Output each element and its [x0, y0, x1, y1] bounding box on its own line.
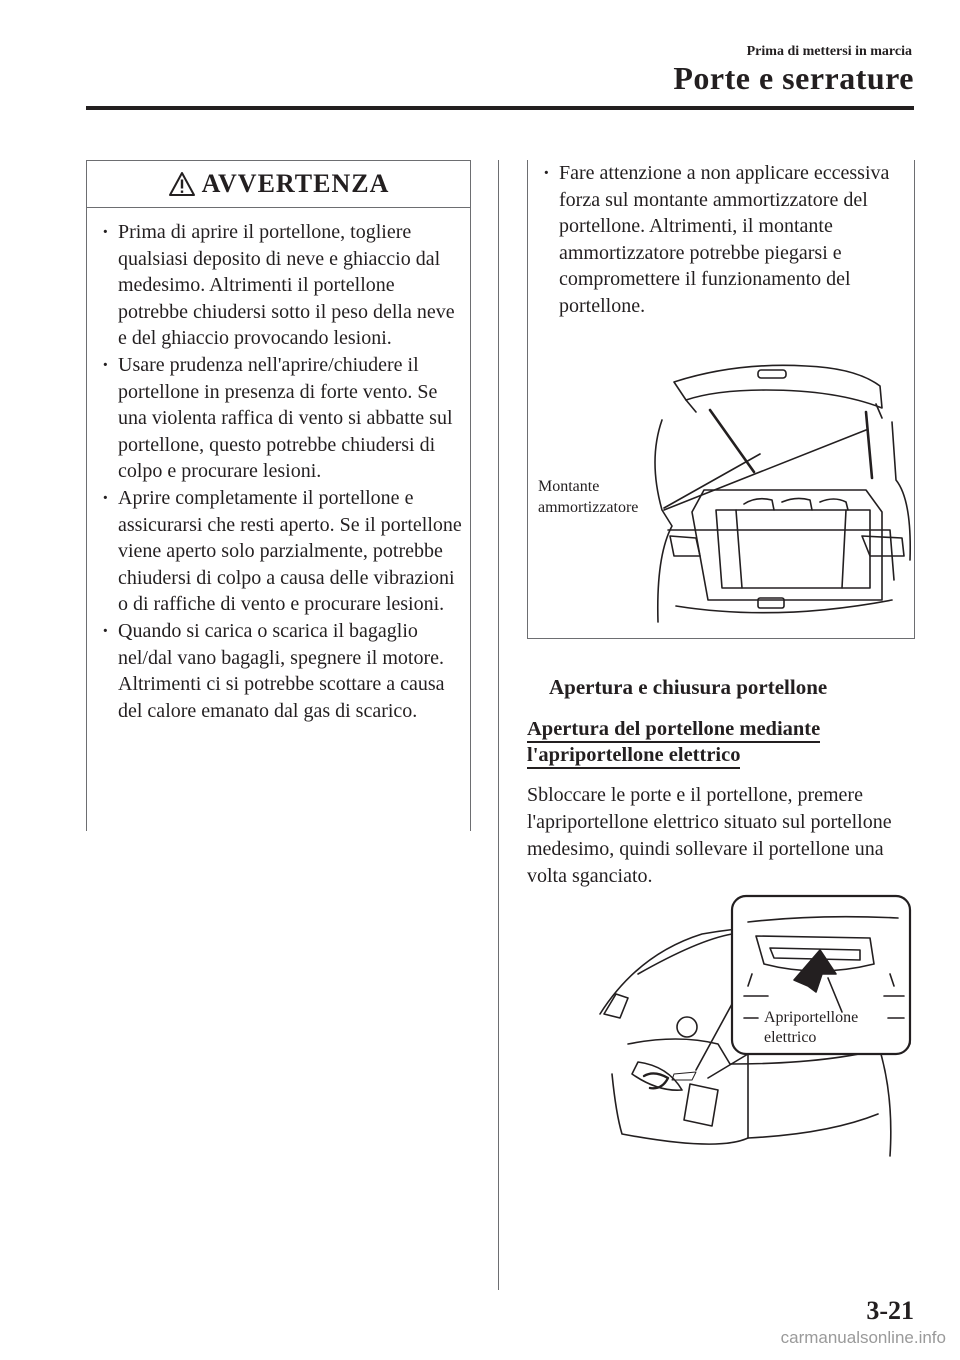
section-marker [527, 684, 549, 694]
header-rule [86, 106, 914, 110]
warning-item: · Fare attenzione a non applicare eccessiva forza sul montante ammortizzatore del portellone. Altrimenti, il montante ammortizzatore potrebbe piegarsi e compromettere il funzionamento del portellone. [528, 160, 903, 320]
warning-triangle-icon [168, 171, 196, 197]
warning-item: · Prima di aprire il portellone, togliere qualsiasi deposito di neve e ghiaccio dal medesimo. Altrimenti il portellone potrebbe chiudersi sotto il peso della neve e del ghiaccio provocando lesioni. [87, 219, 462, 352]
section-heading: Apertura e chiusura portellone [527, 675, 827, 700]
warning-box-continued [527, 160, 915, 639]
warning-item: · Usare prudenza nell'aprire/chiudere il portellone in presenza di forte vento. Se una violenta raffica di vento si abbatte sul portellone, questo potrebbe chiudersi di colpo e procurare lesioni. [87, 352, 462, 485]
liftgate-opener-illustration [598, 894, 914, 1176]
warning-item: · Aprire completamente il portellone e assicurarsi che resti aperto. Se il portellone viene aperto solo parzialmente, potrebbe chiudersi di colpo a causa delle vibrazioni o di raffiche di vento e procurare lesioni. [87, 485, 462, 618]
warning-item: · Quando si carica o scarica il bagaglio nel/dal vano bagagli, spegnere il motore. Altrimenti ci si potrebbe scottare a causa del calore emanato dal gas di scarico. [87, 618, 462, 724]
warning-box [86, 160, 471, 831]
column-divider [498, 160, 499, 1290]
page-title: Porte e serrature [673, 60, 914, 96]
warning-list-continued [528, 160, 903, 320]
instruction-paragraph: Sbloccare le porte e il portellone, premere l'apriportellone elettrico situato sul portellone medesimo, quindi sollevare il portellone una volta sganciato. [527, 784, 892, 887]
running-header-section: Prima di mettersi in marcia [746, 44, 912, 59]
watermark: carmanualsonline.info [780, 1328, 946, 1347]
warning-title: AVVERTENZA [201, 169, 390, 198]
warning-header [87, 161, 470, 208]
page-number: 3-21 [866, 1296, 914, 1325]
subsection-heading: Apertura del portellone mediante l'apriportellone elettrico [527, 716, 820, 768]
label-strut: Montante ammortizzatore [538, 478, 639, 516]
label-liftgate-opener: Apriportellone elettrico [764, 1009, 859, 1046]
warning-list [87, 219, 462, 724]
